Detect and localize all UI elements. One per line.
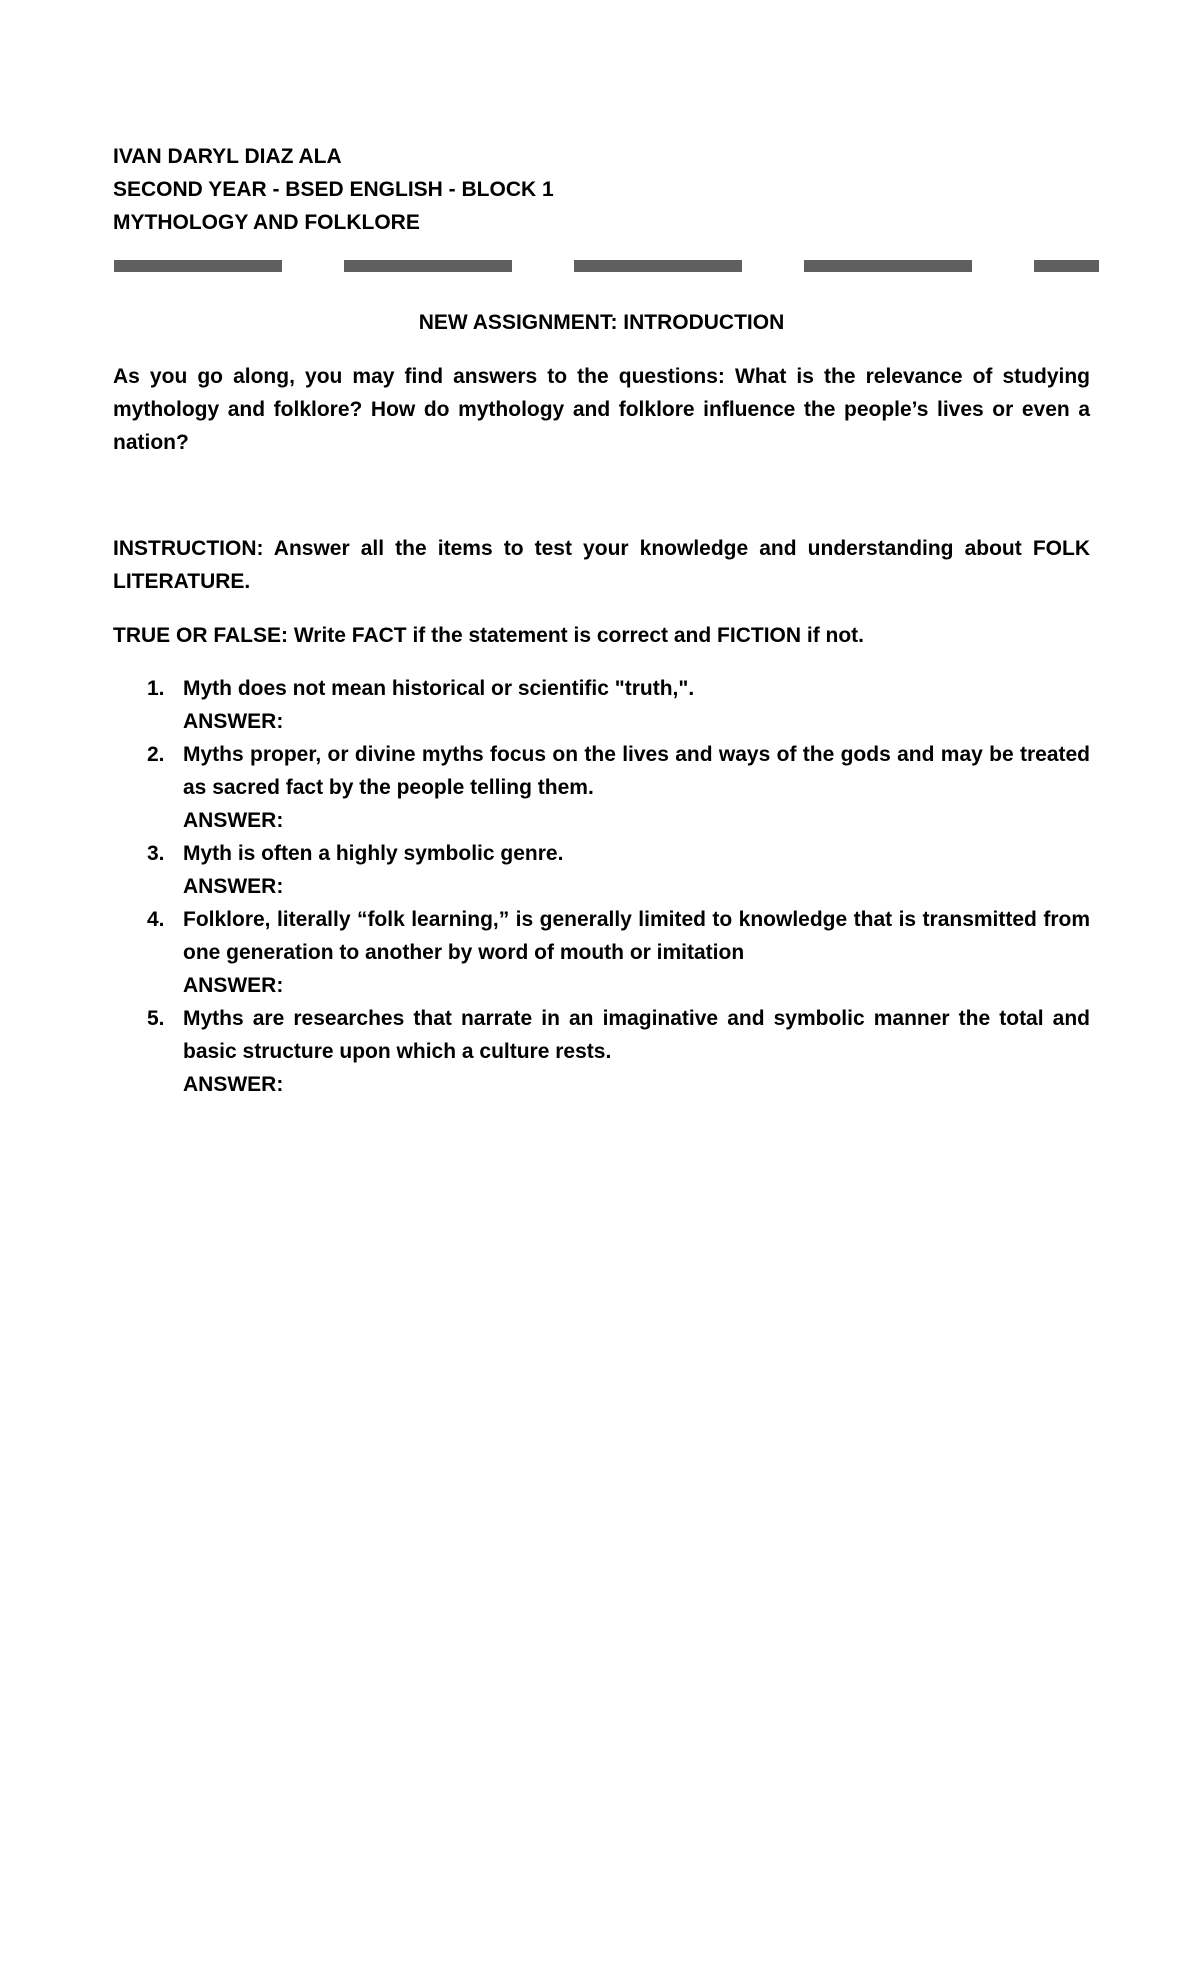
question-item bbox=[113, 837, 1090, 903]
question-text: Myth is often a highly symbolic genre. bbox=[183, 842, 564, 865]
question-number: 4. bbox=[147, 908, 165, 931]
question-text: Myths are researches that narrate in an imaginative and symbolic manner the total and basic structure upon which a culture rests. bbox=[183, 1007, 1090, 1063]
document-header bbox=[113, 140, 1090, 239]
course-block: SECOND YEAR - BSED ENGLISH - BLOCK 1 bbox=[113, 178, 554, 201]
question-number: 3. bbox=[147, 842, 165, 865]
divider-dash bbox=[804, 260, 972, 272]
question-text: Myth does not mean historical or scientific "truth,". bbox=[183, 677, 695, 700]
divider-dash bbox=[344, 260, 512, 272]
subject-title: MYTHOLOGY AND FOLKLORE bbox=[113, 211, 420, 234]
dashed-divider bbox=[114, 260, 1104, 272]
divider-dash bbox=[1034, 260, 1099, 272]
question-item bbox=[113, 903, 1090, 1002]
answer-label: ANSWER: bbox=[183, 875, 284, 898]
question-number: 1. bbox=[147, 677, 165, 700]
question-item bbox=[113, 738, 1090, 837]
question-number: 5. bbox=[147, 1007, 165, 1030]
answer-label: ANSWER: bbox=[183, 1073, 284, 1096]
question-item bbox=[113, 1002, 1090, 1101]
answer-label: ANSWER: bbox=[183, 710, 284, 733]
question-text: Folklore, literally “folk learning,” is generally limited to knowledge that is transmitted from one generation to another by word of mouth or imitation bbox=[183, 908, 1090, 964]
instruction-paragraph: INSTRUCTION: Answer all the items to test your knowledge and understanding about FOLK LITERATURE. bbox=[113, 537, 1090, 593]
question-text: Myths proper, or divine myths focus on the lives and ways of the gods and may be treated as sacred fact by the people telling them. bbox=[183, 743, 1090, 799]
true-or-false-heading: TRUE OR FALSE: Write FACT if the statement is correct and FICTION if not. bbox=[113, 624, 865, 647]
question-number: 2. bbox=[147, 743, 165, 766]
question-list bbox=[113, 672, 1090, 1101]
divider-dash bbox=[114, 260, 282, 272]
question-item bbox=[113, 672, 1090, 738]
divider-dash bbox=[574, 260, 742, 272]
answer-label: ANSWER: bbox=[183, 809, 284, 832]
answer-label: ANSWER: bbox=[183, 974, 284, 997]
student-name: IVAN DARYL DIAZ ALA bbox=[113, 145, 342, 168]
intro-paragraph: As you go along, you may find answers to the questions: What is the relevance of studying mythology and folklore? How do mythology and folklore influence the people’s lives or even a nation? bbox=[113, 365, 1090, 454]
assignment-title: NEW ASSIGNMENT: INTRODUCTION bbox=[418, 311, 785, 334]
